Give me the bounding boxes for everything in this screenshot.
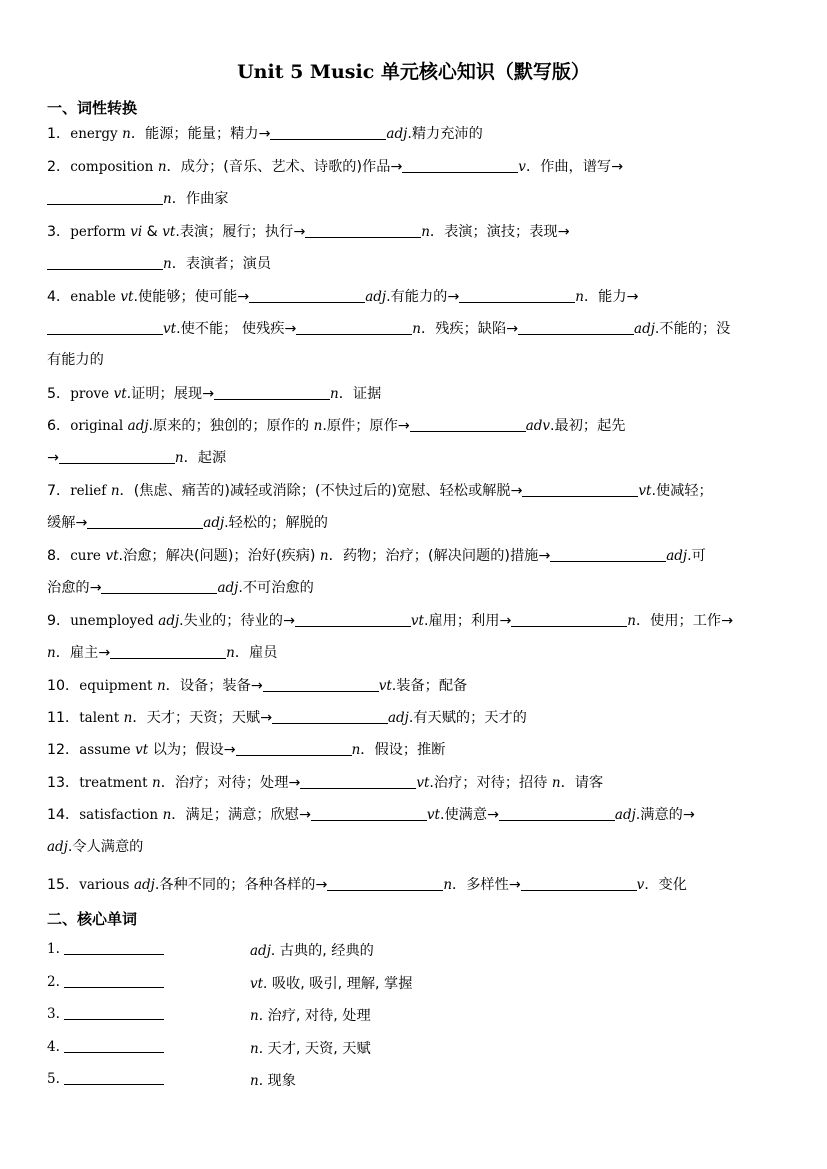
answer-blank[interactable] [300,774,416,789]
answer-blank[interactable] [47,255,163,270]
answer-blank[interactable] [521,876,637,891]
answer-blank[interactable] [64,973,164,988]
answer-blank[interactable] [249,288,365,303]
core-word-1: 1. adj. 古典的, 经典的 [47,941,374,959]
section-heading-core-words: 二、核心单词 [47,910,138,928]
core-word-3: 3. n. 治疗, 对待, 处理 [47,1006,371,1024]
item-5: 5．prove vt.证明；展现→ n．证据 [47,386,382,402]
answer-blank[interactable] [305,223,421,238]
item-14: 14．satisfaction n．满足；满意；欣慰→ vt.使满意→ adj.满意的→ [47,807,695,823]
answer-blank[interactable] [64,1070,164,1085]
answer-blank[interactable] [499,806,615,821]
answer-blank[interactable] [459,288,575,303]
answer-blank[interactable] [101,579,217,594]
answer-blank[interactable] [402,158,518,173]
answer-blank[interactable] [327,876,443,891]
core-word-4: 4. n. 天才, 天资, 天赋 [47,1039,371,1057]
answer-blank[interactable] [263,677,379,692]
item-3: 3．perform vi & vt.表演；履行；执行→ n．表演；演技；表现→ [47,224,570,240]
answer-blank[interactable] [110,644,226,659]
item-4-cont: vt.使不能； 使残疾→ n．残疾；缺陷→ adj.不能的；没 [47,319,730,339]
answer-blank[interactable] [47,190,163,205]
core-word-2: 2. vt. 吸收, 吸引, 理解, 掌握 [47,974,413,992]
core-word-5: 5. n. 现象 [47,1071,296,1089]
answer-blank[interactable] [522,482,638,497]
answer-blank[interactable] [511,612,627,627]
item-7-cont: 缓解→ adj.轻松的；解脱的 [47,515,328,531]
item-11: 11．talent n．天才；天资；天赋→ adj.有天赋的；天才的 [47,710,527,726]
item-6-cont: → n．起源 [47,450,227,466]
answer-blank[interactable] [518,320,634,335]
item-2: 2．composition n．成分；(音乐、艺术、诗歌的)作品→ v．作曲，谱写→ [47,159,623,175]
answer-blank[interactable] [272,709,388,724]
item-10: 10．equipment n．设备；装备→ vt.装备；配备 [47,678,468,694]
item-6: 6．original adj.原来的；独创的；原作的 n.原件；原作→ adv.最初；起先 [47,418,626,434]
answer-blank[interactable] [296,320,412,335]
page-title: Unit 5 Music 单元核心知识（默写版） [237,61,590,83]
answer-blank[interactable] [236,741,352,756]
answer-blank[interactable] [550,547,666,562]
answer-blank[interactable] [59,449,175,464]
answer-blank[interactable] [64,1005,164,1020]
item-4-cont2: 有能力的 [47,352,104,368]
answer-blank[interactable] [64,1038,164,1053]
section-heading-conversion: 一、词性转换 [47,99,138,117]
answer-blank[interactable] [295,612,411,627]
item-1: 1．energy n．能源；能量；精力→ adj.精力充沛的 [47,126,483,142]
item-8-cont: 治愈的→ adj.不可治愈的 [47,580,314,596]
item-13: 13．treatment n．治疗；对待；处理→ vt.治疗；对待；招待 n．请客 [47,775,604,791]
item-14-cont: adj.令人满意的 [47,839,144,855]
item-4: 4．enable vt.使能够；使可能→ adj.有能力的→ n．能力→ [47,289,639,305]
answer-blank[interactable] [410,417,526,432]
answer-blank[interactable] [214,385,330,400]
answer-blank[interactable] [64,940,164,955]
item-9: 9．unemployed adj.失业的；待业的→ vt.雇用；利用→ n．使用；工作→ [47,613,733,629]
item-9-cont: n．雇主→ n．雇员 [47,645,278,661]
item-8: 8．cure vt.治愈；解决(问题)；治好(疾病) n．药物；治疗；(解决问题的)措施→ adj.可 [47,548,706,564]
answer-blank[interactable] [270,125,386,140]
item-2-cont: n．作曲家 [47,189,228,209]
answer-blank[interactable] [47,320,163,335]
item-15: 15．various adj.各种不同的；各种各样的→ n．多样性→ v．变化 [47,877,687,893]
answer-blank[interactable] [87,514,203,529]
answer-blank[interactable] [311,806,427,821]
item-3-cont: n．表演者；演员 [47,254,271,274]
item-12: 12．assume vt 以为；假设→ n．假设；推断 [47,742,446,758]
item-7: 7．relief n．(焦虑、痛苦的)减轻或消除；(不快过后的)宽慰、轻松或解脱→ vt.使减轻； [47,483,713,499]
